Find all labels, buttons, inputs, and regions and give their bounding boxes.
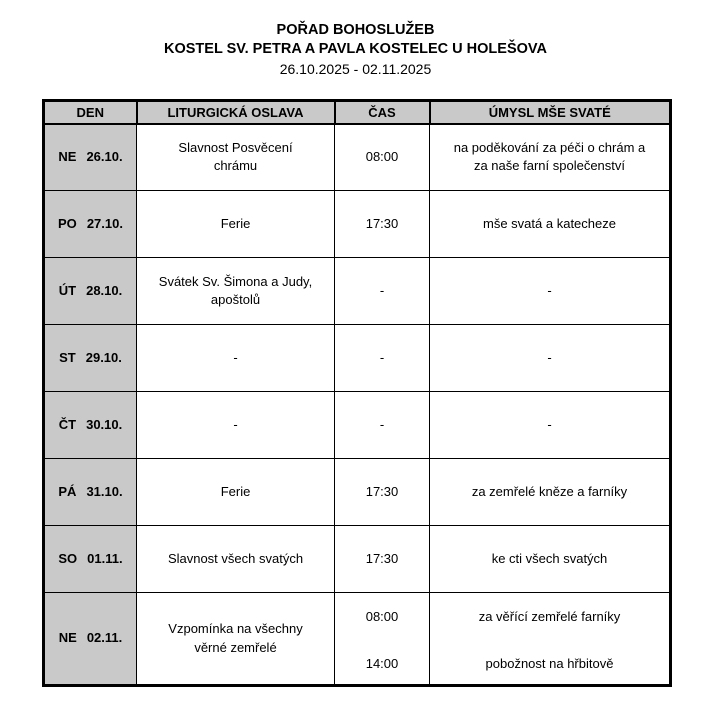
intention-stack: [438, 349, 661, 367]
day-date: 02.11.: [86, 630, 123, 646]
table-row: [44, 258, 671, 325]
table-row: [44, 593, 671, 686]
time-stack: [335, 215, 429, 233]
day-cell: [44, 526, 137, 593]
celebration-line: věrné zemřelé: [194, 639, 277, 655]
document-title: POŘAD BOHOSLUŽEB: [276, 22, 435, 38]
intention-line: za věřící zemřelé farníky: [478, 609, 621, 624]
time-value: -: [379, 349, 385, 365]
table-row: [44, 526, 671, 593]
time-stack: [335, 416, 429, 434]
time-value: 14:00: [365, 655, 399, 671]
intention-stack: [438, 139, 661, 175]
time-cell: [335, 392, 430, 459]
time-value: 17:30: [365, 215, 399, 231]
time-stack: [335, 483, 429, 501]
day-abbrev: ÚT: [58, 282, 77, 298]
intention-line: na poděkování za péči o chrám a: [453, 140, 646, 156]
intention-block: [479, 608, 621, 626]
intention-block: [483, 215, 616, 233]
time-stack: [335, 282, 429, 300]
day-abbrev: NE: [58, 630, 77, 646]
intention-block: [547, 349, 551, 367]
intention-cell: [430, 459, 671, 526]
day-cell: [44, 392, 137, 459]
time-cell: [335, 258, 430, 325]
day-cell: [44, 593, 137, 686]
celebration-line: chrámu: [213, 158, 258, 174]
day-abbrev: SO: [58, 550, 78, 566]
day-date: 27.10.: [86, 215, 123, 231]
intention-cell: [430, 124, 671, 191]
time-stack: [335, 148, 429, 166]
day-abbrev: PO: [58, 215, 77, 231]
day-date: 01.11.: [87, 550, 123, 566]
day-date-wrap: [45, 282, 136, 300]
column-header: LITURGICKÁ OSLAVA: [137, 101, 335, 124]
intention-line: za naše farní společenství: [473, 158, 625, 174]
celebration-line: -: [233, 416, 238, 432]
date-range: 26.10.2025 - 02.11.2025: [279, 61, 432, 77]
time-cell: [335, 593, 430, 686]
church-name: KOSTEL SV. PETRA A PAVLA KOSTELEC U HOLEŠOVA: [164, 41, 547, 57]
intention-line: pobožnost na hřbitově: [485, 655, 614, 671]
day-cell: [44, 191, 137, 258]
time-stack: [335, 550, 429, 568]
time-value: 17:30: [365, 483, 399, 499]
document-header: [0, 0, 711, 79]
intention-block: [472, 483, 627, 501]
column-header: ČAS: [335, 101, 430, 124]
celebration-line: Ferie: [220, 483, 251, 499]
intention-line: -: [547, 416, 552, 432]
time-cell: [335, 191, 430, 258]
day-date: 28.10.: [86, 282, 123, 298]
table-row: [44, 459, 671, 526]
time-value: 08:00: [365, 609, 399, 624]
table-row: [44, 124, 671, 191]
day-date-wrap: [45, 550, 136, 568]
celebration-line: Slavnost všech svatých: [167, 550, 304, 566]
column-header: DEN: [44, 101, 137, 124]
intention-stack: [438, 593, 661, 684]
day-date: 30.10.: [86, 416, 123, 432]
day-date: 31.10.: [86, 483, 123, 499]
time-value: 17:30: [365, 550, 399, 566]
celebration-line: Ferie: [220, 215, 251, 231]
day-date-wrap: [45, 215, 136, 233]
intention-cell: [430, 593, 671, 686]
day-date-wrap: [45, 148, 136, 166]
time-cell: [335, 124, 430, 191]
time-cell: [335, 325, 430, 392]
table-header-row: [44, 101, 671, 124]
day-cell: [44, 325, 137, 392]
day-abbrev: PÁ: [58, 483, 77, 499]
intention-stack: [438, 416, 661, 434]
intention-cell: [430, 526, 671, 593]
intention-block: [454, 139, 646, 175]
column-header: ÚMYSL MŠE SVATÉ: [430, 101, 671, 124]
day-cell: [44, 124, 137, 191]
celebration-cell: [137, 459, 335, 526]
table-row: [44, 191, 671, 258]
intention-block: [486, 655, 614, 673]
intention-line: -: [547, 282, 552, 298]
intention-block: [547, 282, 551, 300]
day-date: 29.10.: [85, 349, 122, 365]
celebration-cell: [137, 392, 335, 459]
time-cell: [335, 526, 430, 593]
time-value: -: [379, 282, 385, 298]
day-date-wrap: [45, 416, 136, 434]
day-abbrev: ČT: [58, 416, 77, 432]
time-stack: [335, 593, 429, 684]
time-stack: [335, 349, 429, 367]
celebration-line: Vzpomínka na všechny: [168, 621, 303, 637]
intention-line: mše svatá a katecheze: [483, 215, 616, 231]
day-cell: [44, 459, 137, 526]
time-value: -: [379, 416, 385, 432]
table-row: [44, 392, 671, 459]
celebration-line: Svátek Sv. Šimona a Judy,: [158, 273, 313, 289]
intention-line: -: [547, 349, 552, 365]
intention-cell: [430, 325, 671, 392]
intention-stack: [438, 282, 661, 300]
intention-cell: [430, 258, 671, 325]
intention-stack: [438, 215, 661, 233]
day-abbrev: ST: [59, 349, 76, 365]
intention-cell: [430, 392, 671, 459]
celebration-line: -: [233, 349, 238, 365]
day-date-wrap: [45, 629, 136, 647]
day-abbrev: NE: [58, 149, 77, 165]
celebration-line: apoštolů: [210, 292, 261, 307]
celebration-cell: [137, 191, 335, 258]
intention-cell: [430, 191, 671, 258]
celebration-line: Slavnost Posvěcení: [178, 140, 293, 156]
celebration-cell: [137, 593, 335, 686]
day-date-wrap: [45, 483, 136, 501]
schedule-table: [42, 99, 672, 687]
intention-stack: [438, 550, 661, 568]
time-value: 08:00: [365, 149, 399, 165]
day-date: 26.10.: [86, 149, 123, 165]
day-cell: [44, 258, 137, 325]
celebration-cell: [137, 325, 335, 392]
intention-block: [492, 550, 608, 568]
intention-block: [547, 416, 551, 434]
intention-stack: [438, 483, 661, 501]
celebration-cell: [137, 526, 335, 593]
intention-line: za zemřelé kněze a farníky: [471, 483, 628, 499]
intention-line: ke cti všech svatých: [491, 550, 608, 566]
time-cell: [335, 459, 430, 526]
table-row: [44, 325, 671, 392]
celebration-cell: [137, 258, 335, 325]
day-date-wrap: [45, 349, 136, 367]
celebration-cell: [137, 124, 335, 191]
